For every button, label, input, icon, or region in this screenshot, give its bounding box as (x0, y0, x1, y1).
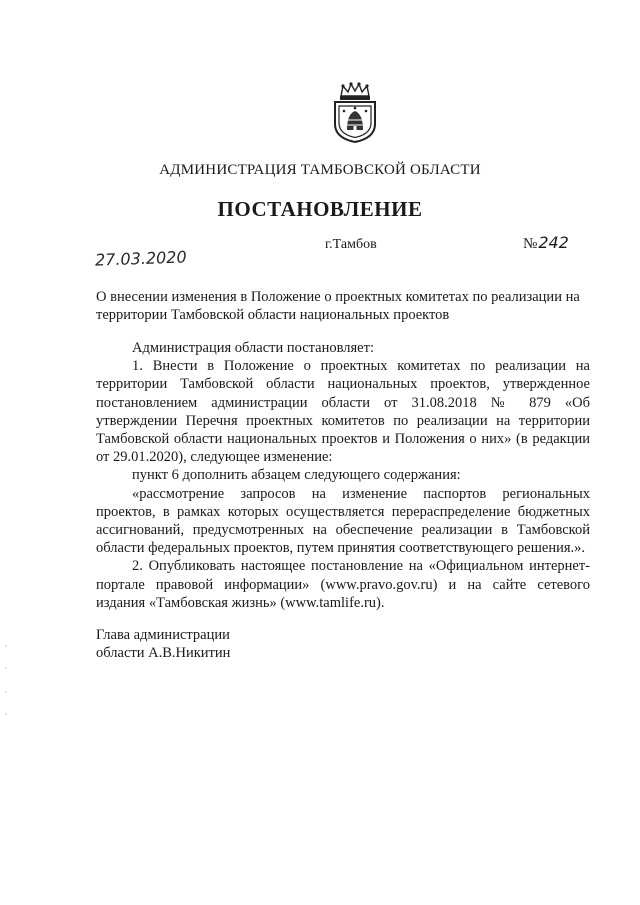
document-subject: О внесении изменения в Положение о проектных комитетах по реализации на территории Тамбовской области национальных проектов (96, 289, 580, 323)
signature-name: области А.В.Никитин (96, 645, 231, 661)
signature-block (96, 626, 230, 662)
scan-edge-marks (4, 640, 8, 720)
number-prefix: № (523, 236, 538, 252)
document-body (96, 339, 590, 612)
body-paragraph-amendment-text: «рассмотрение запросов на изменение паспортов региональных проектов, в рамках которых осуществляется перераспределение бюджетных ассигнований, предусмотренных на обеспечение реализации в Тамбовской области федеральных проектов, путем принятия соответствующего решения.». (96, 485, 590, 557)
document-number (523, 233, 569, 253)
body-paragraph-item-1: 1. Внести в Положение о проектных комитетах по реализации на территории Тамбовской области национальных проектов, утвержденное постановлением администрации области от 31.08.2018 № 879 «Об утверждении Перечня проектных комитетов по реализации на территории Тамбовской области национальных проектов и Положения о них» (в редакции от 29.01.2020), следующее изменение: (96, 358, 590, 466)
signature-position: Глава администрации (96, 627, 230, 643)
body-paragraph-amendment-intro: пункт 6 дополнить абзацем следующего содержания: (132, 467, 461, 484)
document-date: 27.03.2020 (94, 247, 187, 270)
organization-name: АДМИНИСТРАЦИЯ ТАМБОВСКОЙ ОБЛАСТИ (159, 162, 481, 178)
number-value: 242 (538, 233, 569, 252)
document-type-title: ПОСТАНОВЛЕНИЕ (217, 197, 423, 221)
document-city: г.Тамбов (325, 237, 377, 252)
body-paragraph-item-2: 2. Опубликовать настоящее постановление на «Официальном интернет-портале правовой информации» (www.pravo.gov.ru) и на сайте сетевого издания «Тамбовская жизнь» (www.tamlife.ru). (96, 558, 590, 611)
coat-of-arms-icon (329, 82, 381, 144)
body-paragraph-intro: Администрация области постановляет: (132, 340, 374, 356)
